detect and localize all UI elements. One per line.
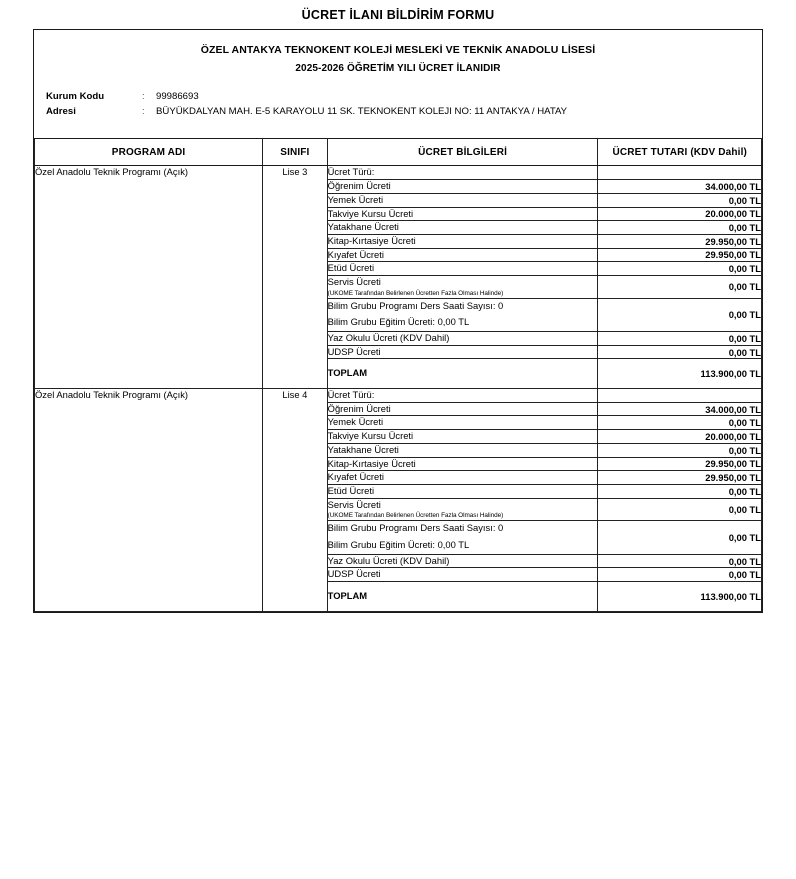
institution-code-label: Kurum Kodu [46,90,105,102]
fee-amount-cell: 29.950,00 TL [598,471,762,485]
program-name-cell: Özel Anadolu Teknik Programı (Açık) [35,166,263,389]
address-row [34,105,762,120]
fee-label-text: Servis Ücreti [327,498,381,510]
fee-table [34,138,762,611]
fee-label-cell [327,430,598,444]
fee-label-text: UDSP Ücreti [327,568,381,580]
fee-amount-cell [598,166,762,180]
fee-amount-cell: 0,00 TL [598,443,762,457]
fee-label-cell [327,484,598,498]
fee-label-note: (UKOME Tarafından Belirlenen Ücretten Fazla Olması Halinde) [327,289,504,297]
fee-amount-cell: 29.950,00 TL [598,457,762,471]
fee-label-text: Yaz Okulu Ücreti (KDV Dahil) [327,554,450,566]
fee-label-text: Yaz Okulu Ücreti (KDV Dahil) [327,332,450,344]
fee-label-cell [327,471,598,485]
column-header-fee-info: ÜCRET BİLGİLERİ [327,139,598,166]
fee-amount-cell: 0,00 TL [598,262,762,276]
fee-table-header-row [35,139,762,166]
fee-amount-cell: 0,00 TL [598,498,762,521]
fee-label-line-1: Bilim Grubu Programı Ders Saati Sayısı: 0 [327,522,504,534]
fee-label-cell [327,332,598,346]
fee-label-text: Kitap-Kırtasiye Ücreti [327,234,416,246]
fee-label-cell [327,498,598,521]
fee-label-text: Öğrenim Ücreti [327,180,391,192]
fee-label-text: Takviye Kursu Ücreti [327,430,414,442]
fee-label-cell [327,521,598,554]
fee-label-text: TOPLAM [327,590,368,602]
fee-amount-cell: 0,00 TL [598,275,762,298]
fee-label-cell [327,416,598,430]
fee-label-text: Öğrenim Ücreti [327,402,391,414]
form-header-block [34,30,762,138]
fee-label-cell [327,298,598,331]
table-row [35,166,762,180]
fee-label-text: Yatakhane Ücreti [327,443,399,455]
fee-label-text: Kitap-Kırtasiye Ücreti [327,457,416,469]
class-level-cell: Lise 4 [263,389,328,612]
school-year-line: 2025-2026 ÖĞRETİM YILI ÜCRET İLANIDIR [295,62,501,74]
fee-label-cell [327,234,598,248]
fee-label-cell [327,166,598,180]
fee-amount-cell: 0,00 TL [598,416,762,430]
fee-label-cell [327,262,598,276]
fee-label-text: Takviye Kursu Ücreti [327,207,414,219]
fee-label-cell [327,207,598,221]
fee-label-text: TOPLAM [327,367,368,379]
fee-label-text: Etüd Ücreti [327,484,375,496]
fee-label-cell [327,275,598,298]
fee-label-text: Servis Ücreti [327,275,381,287]
fee-label-cell [327,180,598,194]
form-frame [33,29,763,613]
institution-code-row [34,90,762,105]
fee-amount-cell: 29.950,00 TL [598,234,762,248]
fee-amount-cell: 20.000,00 TL [598,207,762,221]
fee-label-line-2: Bilim Grubu Eğitim Ücreti: 0,00 TL [327,316,470,328]
institution-meta [34,76,762,130]
institution-code-value: 99986693 [156,90,199,102]
fee-label-cell [327,554,598,568]
program-name-cell: Özel Anadolu Teknik Programı (Açık) [35,389,263,612]
fee-amount-cell: 0,00 TL [598,298,762,331]
address-label: Adresi [46,105,76,117]
class-level-cell: Lise 3 [263,166,328,389]
fee-label-line-2: Bilim Grubu Eğitim Ücreti: 0,00 TL [327,538,470,550]
fee-amount-cell: 0,00 TL [598,568,762,582]
fee-amount-cell: 0,00 TL [598,332,762,346]
fee-amount-cell [598,389,762,403]
fee-amount-cell: 20.000,00 TL [598,430,762,444]
fee-label-text: Kıyafet Ücreti [327,471,384,483]
fee-amount-cell: 0,00 TL [598,221,762,235]
column-header-class: SINIFI [263,139,328,166]
fee-label-text: Kıyafet Ücreti [327,248,384,260]
fee-amount-cell: 29.950,00 TL [598,248,762,262]
fee-label-text: Ücret Türü: [327,389,375,401]
fee-amount-cell: 0,00 TL [598,484,762,498]
fee-label-cell [327,457,598,471]
fee-amount-cell: 0,00 TL [598,554,762,568]
fee-label-cell [327,345,598,359]
fee-label-text: UDSP Ücreti [327,345,381,357]
fee-amount-cell: 34.000,00 TL [598,180,762,194]
fee-label-text: Yatakhane Ücreti [327,221,399,233]
fee-label-cell [327,193,598,207]
institution-code-separator: : [142,90,145,102]
address-separator: : [142,105,145,117]
total-label-cell [327,359,598,389]
fee-label-cell [327,221,598,235]
fee-label-cell [327,389,598,403]
address-value: BÜYÜKDALYAN MAH. E-5 KARAYOLU 11 SK. TEKNOKENT KOLEJI NO: 11 ANTAKYA / HATAY [156,105,568,117]
fee-label-cell [327,248,598,262]
fee-label-cell [327,443,598,457]
page-title: ÜCRET İLANI BİLDİRİM FORMU [301,8,495,22]
fee-amount-cell: 0,00 TL [598,345,762,359]
fee-label-cell [327,402,598,416]
fee-amount-cell: 0,00 TL [598,193,762,207]
fee-label-text: Yemek Ücreti [327,193,384,205]
column-header-fee-amount: ÜCRET TUTARI (KDV Dahil) [598,139,762,166]
fee-amount-cell: 0,00 TL [598,521,762,554]
fee-amount-cell: 34.000,00 TL [598,402,762,416]
table-row [35,389,762,403]
total-amount-cell: 113.900,00 TL [598,582,762,612]
fee-label-note: (UKOME Tarafından Belirlenen Ücretten Fazla Olması Halinde) [327,512,504,520]
fee-label-cell [327,568,598,582]
total-label-cell [327,582,598,612]
total-amount-cell: 113.900,00 TL [598,359,762,389]
fee-table-body [35,166,762,611]
fee-label-text: Ücret Türü: [327,166,375,178]
fee-label-line-1: Bilim Grubu Programı Ders Saati Sayısı: 0 [327,299,504,311]
school-name: ÖZEL ANTAKYA TEKNOKENT KOLEJİ MESLEKİ VE TEKNİK ANADOLU LİSESİ [200,44,596,56]
fee-label-text: Etüd Ücreti [327,262,375,274]
column-header-program: PROGRAM ADI [35,139,263,166]
fee-label-text: Yemek Ücreti [327,416,384,428]
